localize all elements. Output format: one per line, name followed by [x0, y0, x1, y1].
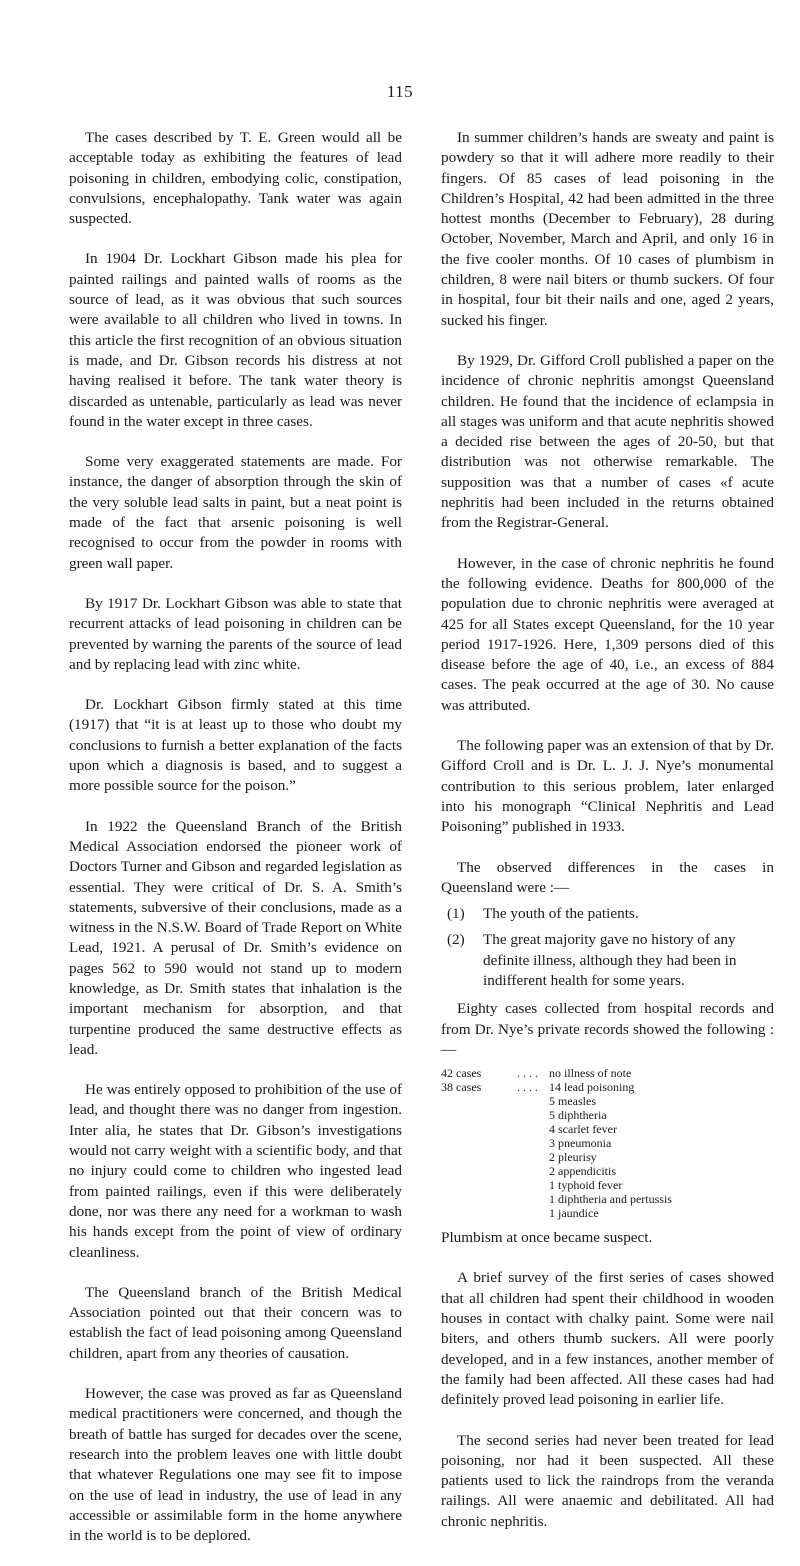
paragraph: Eighty cases collected from hospital records and from Dr. Nye’s private records showed the following :— [441, 1000, 774, 1058]
list-item [441, 930, 774, 991]
paragraph: In 1904 Dr. Lockhart Gibson made his plea for painted railings and painted walls of rooms as the source of lead, as it was obvious that such sources were available to all children who lived in towns. In this article the first recognition of an obvious situation is made, and Dr. Gibson records his distress at not having realised it before. The tank water theory is discarded as untenable, particularly as lead was never found in the water except in three cases. [69, 250, 402, 430]
case-count: 38 cases [441, 1080, 482, 1095]
leader-dots: . . . . [517, 1066, 538, 1081]
breakdown-item: 5 diphtheria [549, 1108, 607, 1123]
breakdown-item: 5 measles [549, 1094, 596, 1109]
paragraph: The Queensland branch of the British Medical Association pointed out that their concern was to establish the fact of lead poisoning among Queensland children, apart from any theories of causation. [69, 1283, 402, 1362]
paragraph: However, the case was proved as far as Queensland medical practitioners were concerned, and though the breath of battle has surged for decades over the scene, research into the problem leaves one with little doubt that whatever Regulations one may see fit to impose on the use of lead in industry, the use of lead in any accessible or assimilable form in the home anywhere in the world is to be deplored. [69, 1385, 402, 1545]
left-column [69, 128, 402, 1566]
table-row [441, 1066, 774, 1080]
leader-dots: . . . . [517, 1080, 538, 1095]
paragraph: By 1929, Dr. Gifford Croll published a paper on the incidence of chronic nephritis amongst Queensland children. He found that the incidence of eclampsia in all stages was uniform and that acute nephritis showed a decided rise between the ages of 20-50, but that distribution was not otherwise remarkable. The supposition was that a number of cases «f acute nephritis had been included in the returns obtained from the Registrar-General. [441, 351, 774, 532]
paragraph: The observed differences in the cases in Queensland were :— [441, 858, 774, 896]
paragraph: In summer children’s hands are sweaty and paint is powdery so that it will adhere more readily to their fingers. Of 85 cases of lead poisoning in the Children’s Hospital, 42 had been admitted in the three hottest months (December to February), 28 during October, November, March and April, and only 16 in the five cooler months. Of 10 cases of plumbism in children, 8 were nail biters or thumb suckers. Of four in hospital, four bit their nails and one, aged 2 years, sucked his finger. [441, 129, 774, 329]
case-count: 42 cases [441, 1066, 482, 1081]
list-number: (2) [447, 931, 465, 949]
paragraph: A brief survey of the first series of cases showed that all children had spent their childhood in wooden houses in contact with chalky paint. Some were nail biters, and others thumb suckers. All were poorly developed, and in a few instances, another member of the family had been affected. All these cases had had definitely proved lead poisoning in earlier life. [441, 1269, 774, 1409]
table-row [441, 1080, 774, 1094]
page-number: 115 [386, 82, 414, 101]
breakdown-item: 3 pneumonia [549, 1136, 612, 1151]
list-item [441, 904, 774, 924]
breakdown-item: 1 typhoid fever [549, 1178, 623, 1193]
breakdown-item: 1 jaundice [549, 1206, 599, 1221]
paragraph: The cases described by T. E. Green would all be acceptable today as exhibiting the features of lead poisoning in children, embodying colic, constipation, convulsions, encephalopathy. Tank water was again suspected. [69, 129, 402, 228]
paragraph: Some very exaggerated statements are made. For instance, the danger of absorption through the skin of the very soluble lead salts in paint, but a neat point is made of the fact that arsenic poisoning is well recognised to occur from the powder in rooms with green wall paper. [69, 453, 402, 572]
breakdown-item: 2 appendicitis [549, 1164, 616, 1179]
paragraph: The following paper was an extension of that by Dr. Gifford Croll and is Dr. L. J. J. Nye’s monumental contribution to this serious problem, later enlarged into his monograph “Clinical Nephritis and Lead Poisoning” published in 1933. [441, 737, 774, 836]
paragraph: He was entirely opposed to prohibition of the use of lead, and thought there was no danger from ingestion. Inter alia, he states that Dr. Gibson’s investigations would not carry weight with a scientific body, and that no injury could come to children who ingested lead from painted railings, even if this were deliberately done, nor was there any need for a workman to wash his hands except from the point of view of ordinary cleanliness. [69, 1081, 402, 1261]
list-number: (1) [447, 905, 465, 923]
breakdown-item: 2 pleurisy [549, 1150, 597, 1165]
paragraph: The second series had never been treated for lead poisoning, nor had it been suspected. All these patients used to lick the raindrops from the veranda railings. All were anaemic and debilitated. All had chronic nephritis. [441, 1431, 774, 1530]
case-breakdown [441, 1094, 774, 1220]
list-text: The youth of the patients. [483, 905, 639, 923]
list-text: The great majority gave no history of any definite illness, although they had been in indifferent health for some years. [483, 931, 737, 989]
paragraph: Plumbism at once became suspect. [441, 1229, 653, 1247]
case-description: 14 lead poisoning [549, 1080, 635, 1095]
paragraph: Dr. Lockhart Gibson firmly stated at this time (1917) that “it is at least up to those who doubt my conclusions to furnish a better explanation of the facts upon which a diagnosis is based, and to suggest a more possible source for the poison.” [69, 696, 402, 795]
case-description: no illness of note [549, 1066, 632, 1081]
differences-list [441, 904, 774, 991]
right-column [441, 128, 774, 1552]
case-table [441, 1066, 774, 1220]
breakdown-item: 4 scarlet fever [549, 1122, 617, 1137]
paragraph: In 1922 the Queensland Branch of the British Medical Association endorsed the pioneer work of Doctors Turner and Gibson and regarded legislation as essential. They were critical of Dr. S. A. Smith’s statements, subversive of their conclusions, made as a witness in the N.S.W. Board of Trade Report on White Lead, 1921. A perusal of Dr. Smith’s evidence on pages 562 to 590 would not stand up to modern knowledge, as Dr. Smith states that inhalation is the important mechanism for absorption, and that turpentine produced the same destructive effects as lead. [69, 817, 402, 1058]
paragraph: However, in the case of chronic nephritis he found the following evidence. Deaths for 800,000 of the population due to chronic nephritis were averaged at 425 for all States except Queensland, for the 10 year period 1917-1926. Here, 1,309 persons died of this disease before the age of 40, i.e., an excess of 884 cases. The peak occurred at the age of 30. No cause was attributed. [441, 554, 774, 714]
paragraph: By 1917 Dr. Lockhart Gibson was able to state that recurrent attacks of lead poisoning in children can be prevented by warning the parents of the source of lead and by replacing lead with zinc white. [69, 594, 402, 673]
breakdown-item: 1 diphtheria and pertussis [549, 1192, 672, 1207]
